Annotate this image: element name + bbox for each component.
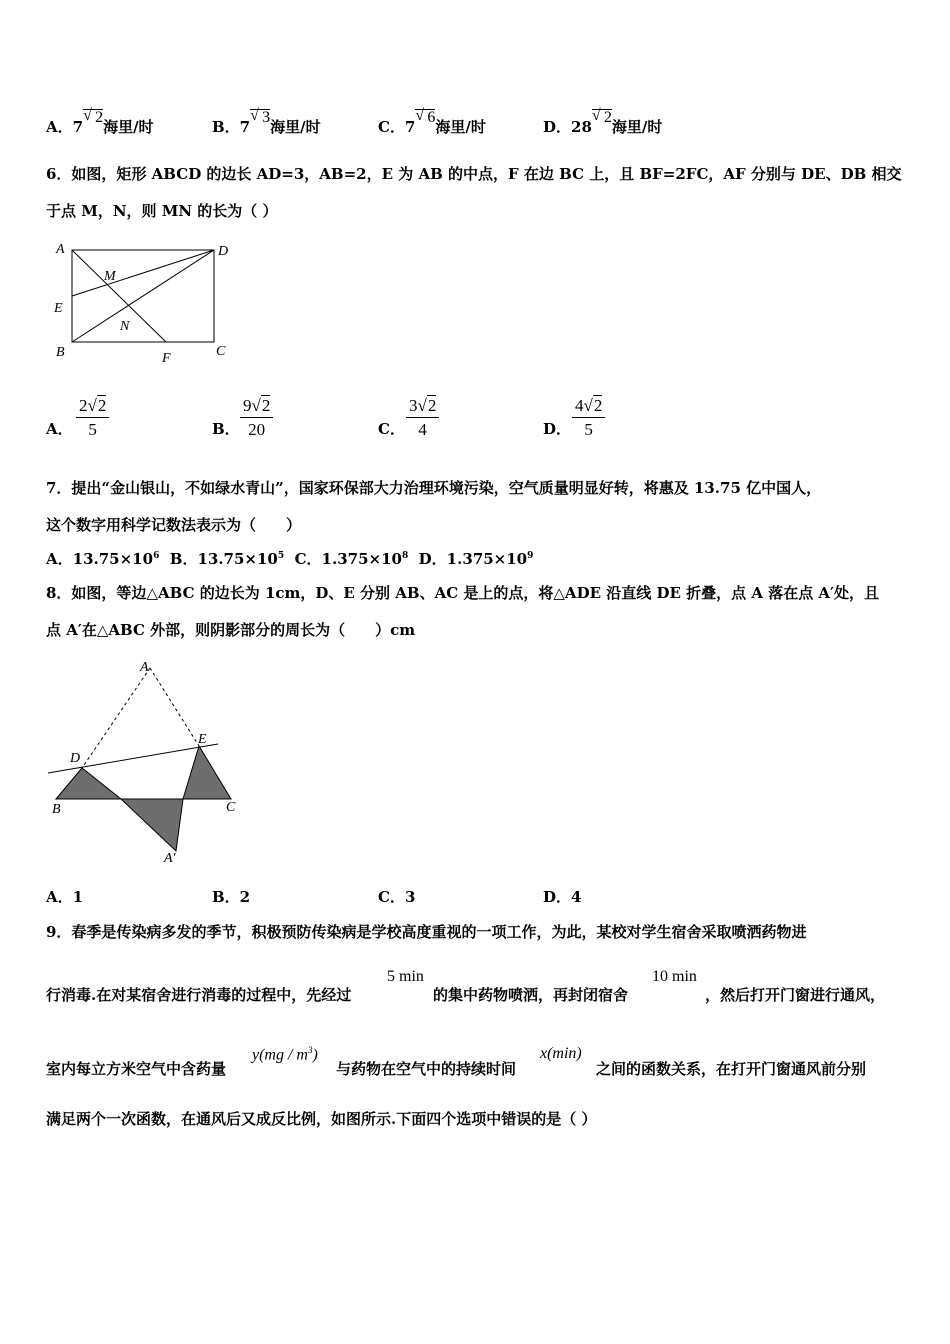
segment-db [72,250,214,342]
q9-stem-line3b: 与药物在空气中的持续时间 [336,1060,517,1078]
q7-option-b: B．$13.75\times 10^5$ [169,550,285,568]
q8-stem-line1: 8．如图，等边△ABC 的边长为 1cm，D、E 分别 AB、AC 是上的点，将△ADE 沿直线 DE 折叠，点 A 落在点 A′处，且 [46,584,880,602]
q6-option-a-letter: A． [46,420,73,438]
label-m: M [104,269,116,284]
q8-option-d: D．4 [543,888,582,906]
label-b: B [56,345,65,360]
q6-stem-line2: 于点 M，N，则 MN 的长为（ ） [46,202,278,220]
q7-stem-line2: 这个数字用科学记数法表示为（ ） [46,516,302,534]
q9-stem-line1: 9．春季是传染病多发的季节，积极预防传染病是学校高度重视的一项工作，为此，某校对学生宿舍采取喷洒药物进 [46,923,807,941]
q6-option-a-fraction: $\frac{2√2}{5}$ [76,396,109,440]
q8-option-a: A．1 [46,888,84,906]
q8-option-b: B．2 [212,888,251,906]
q8-stem-line2: 点 A′在△ABC 外部，则阴影部分的周长为（ ）cm [46,621,416,639]
label-c: C [216,344,226,359]
q6-option-d-letter: D． [543,420,572,438]
q6-option-c-letter: C． [378,420,405,438]
dashed-ae [150,668,199,746]
fig8-label-d: D [70,751,81,766]
q6-stem-line1: 6．如图，矩形 ABCD 的边长 AD=3，AB=2，E 为 AB 的中点，F 在边 BC 上，且 BF=2FC，AF 分别与 DE、DB 相交 [46,165,902,183]
q5-option-c: C．7√ 6海里/时 [378,116,486,137]
q8-figure [46,656,256,868]
q7-option-a: A．$13.75\times 10^6$ [46,550,160,568]
label-e: E [54,301,63,316]
label-f: F [162,351,171,366]
fig8-label-e: E [198,732,207,747]
segment-de [72,250,214,296]
q8-option-c: C．3 [378,888,416,906]
q6-option-b-fraction: $\frac{9√2}{20}$ [240,396,273,440]
label-n: N [120,319,130,334]
q9-time-spray: 5 min [387,968,424,985]
q7-option-c: C．$1.375\times 10^8$ [294,550,409,568]
q7-options [46,548,533,569]
label-a: A [56,242,65,257]
q9-stem-line4: 满足两个一次函数，在通风后又成反比例，如图所示.下面四个选项中错误的是（ ） [46,1110,597,1128]
shaded-triangle-bottom [121,799,183,851]
q5-option-a: A．7√ 2海里/时 [46,116,154,137]
q9-stem-line2b: 的集中药物喷洒，再封闭宿舍 [433,986,629,1004]
q9-stem-line2c: ，然后打开门窗进行通风， [705,986,886,1004]
fig8-label-c: C [226,800,236,815]
fig8-label-a: A [140,660,149,675]
dashed-ad [82,668,150,768]
fig8-label-a-prime: A′ [164,851,176,866]
q7-stem-line1: 7．提出“金山银山，不如绿水青山”，国家环保部大力治理环境污染，空气质量明显好转，将惠及 13.75 亿中国人， [46,479,822,497]
fig8-label-b: B [52,802,61,817]
q6-figure [46,238,246,366]
q7-option-d: D．$1.375\times 10^9$ [418,550,534,568]
q6-option-b-letter: B． [212,420,240,438]
q9-x-variable: x(min) [540,1045,582,1062]
shaded-triangle-left [56,768,121,799]
q5-option-d: D．28√ 2海里/时 [543,116,662,137]
label-d: D [218,244,229,259]
q6-option-c-fraction: $\frac{3√2}{4}$ [406,396,439,440]
segment-af [72,250,166,342]
q9-stem-line3c: 之间的函数关系，在打开门窗通风前分别 [596,1060,867,1078]
q5-option-b: B．7√ 3海里/时 [212,116,321,137]
q6-option-d-fraction: $\frac{4√2}{5}$ [572,396,605,440]
shaded-triangle-right [183,746,231,799]
q9-stem-line3a: 室内每立方米空气中含药量 [46,1060,227,1078]
q9-time-closed: 10 min [652,968,697,985]
q9-y-variable: $y(mg / m^3)$ [252,1045,318,1064]
q9-stem-line2a: 行消毒.在对某宿舍进行消毒的过程中，先经过 [46,986,352,1004]
